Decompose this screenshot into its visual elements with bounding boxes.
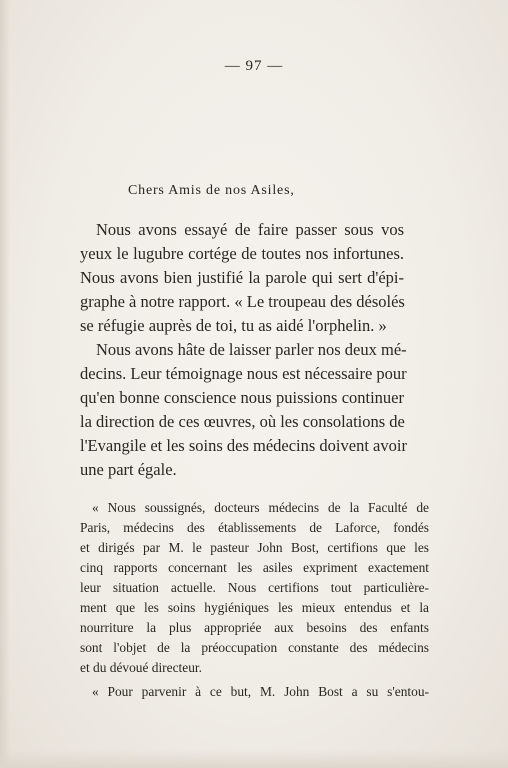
text-line: decins. Leur témoignage nous est nécessaire pour — [80, 364, 407, 383]
quote-line: ment que les soins hygiéniques les mieux entendus et la — [80, 600, 429, 615]
page-edge-shadow — [0, 0, 10, 768]
text-line: yeux le lugubre cortége de toutes nos infortunes. — [80, 244, 404, 263]
page-bottom-shadow — [0, 750, 508, 768]
quote-line: nourriture la plus appropriée aux besoins des enfants — [80, 620, 429, 635]
quote-line: « Nous soussignés, docteurs médecins de la Faculté de — [92, 500, 429, 515]
salutation: Chers Amis de nos Asiles, — [128, 183, 295, 198]
text-line: une part égale. — [80, 460, 177, 479]
quote-line: leur situation actuelle. Nous certifions tout particulière- — [80, 580, 429, 595]
quote-line: et dirigés par M. le pasteur John Bost, certifions que les — [80, 540, 429, 555]
quote-line: Paris, médecins des établissements de Laforce, fondés — [80, 520, 429, 535]
text-line: Nous avons hâte de laisser parler nos deux mé- — [96, 340, 407, 359]
quote-line: cinq rapports concernant les asiles expriment exactement — [80, 560, 429, 575]
page-number: — 97 — — [224, 58, 284, 74]
text-line: Nous avons bien justifié la parole qui sert d'épi- — [80, 268, 404, 287]
text-line: qu'en bonne conscience nous puissions continuer — [80, 388, 404, 407]
text-line: graphe à notre rapport. « Le troupeau des désolés — [80, 292, 405, 311]
text-line: la direction de ces œuvres, où les consolations de — [80, 412, 405, 431]
quote-line: sont l'objet de la préoccupation constante des médecins — [80, 640, 429, 655]
text-line: l'Evangile et les soins des médecins doivent avoir — [80, 436, 407, 455]
text-line: se réfugie auprès de toi, tu as aidé l'orphelin. » — [80, 316, 387, 335]
quote-line: et du dévoué directeur. — [80, 660, 202, 675]
quote-line: « Pour parvenir à ce but, M. John Bost a su s'entou- — [92, 684, 429, 699]
text-line: Nous avons essayé de faire passer sous vos — [96, 220, 404, 239]
